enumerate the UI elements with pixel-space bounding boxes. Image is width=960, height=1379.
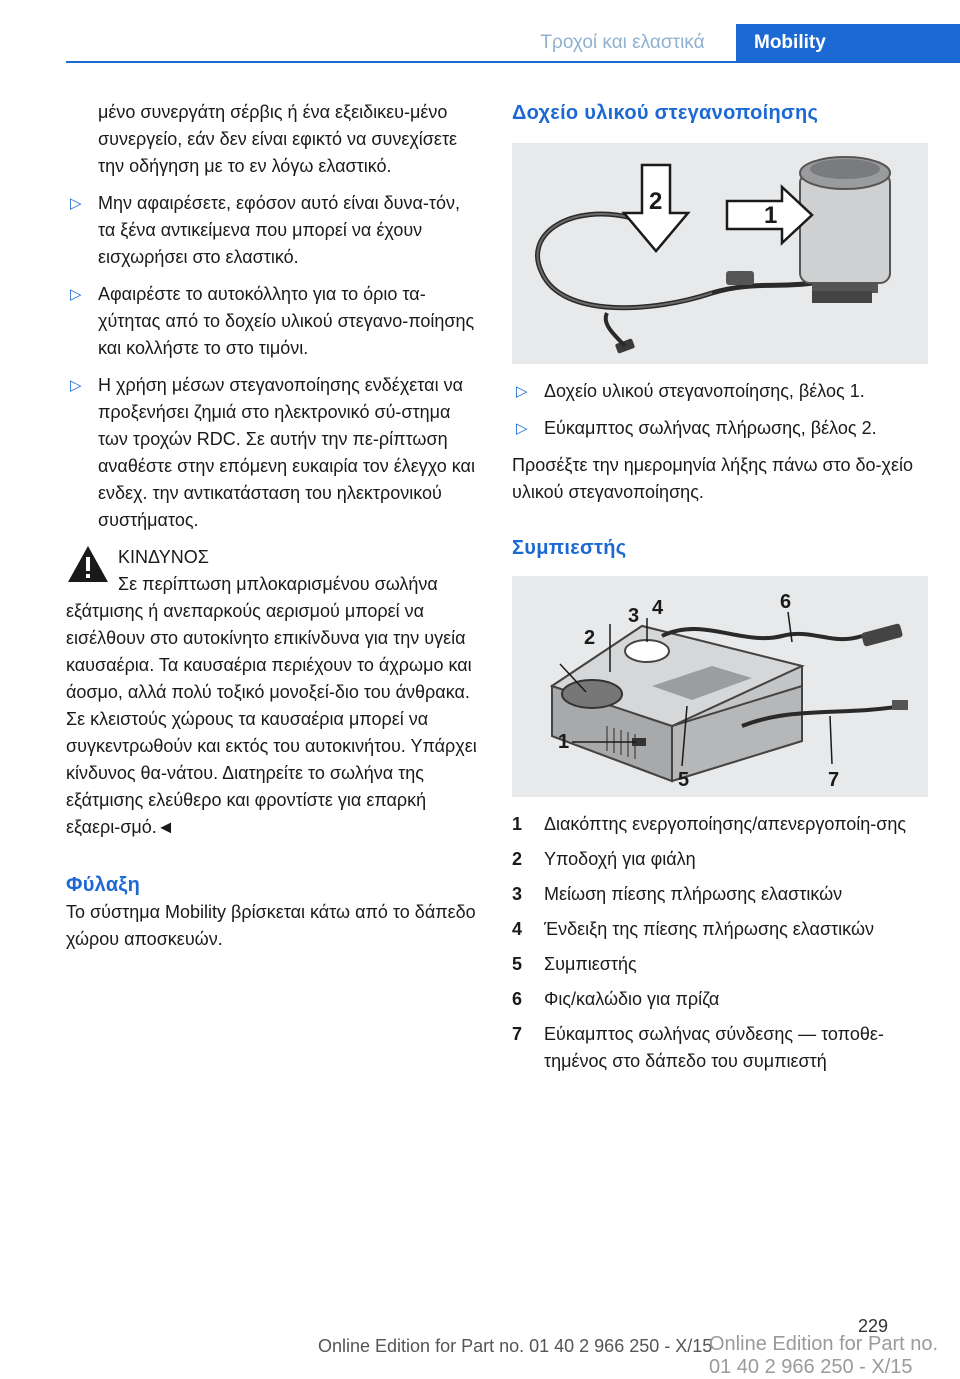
figure-label: 2 xyxy=(584,627,596,649)
warning-body: εξάτμισης ή ανεπαρκούς αερισμού μπορεί να εισέλθουν στο αυτοκίνητο επικίνδυνα για την υγεία καυσαέρια. Τα καυσαέρια περιέχουν το άχρωμο και άοσμο, αλλά πολύ τοξικό μονοξεί-διο του άνθρακα. Σε κλειστούς χώρους τα καυσαέρια μπορεί να συγκεντρωθούν και εκτός του αυτοκινήτου. Υπάρχει κίνδυνος θα-νάτου. Διατηρείτε το σωλήνα της εξάτμισης ελεύθερο και φροντίστε για επαρκή εξαερι-σμό.◄ xyxy=(66,601,477,837)
legend-number: 4 xyxy=(512,919,523,939)
warning-first-line: Σε περίπτωση μπλοκαρισμένου σωλήνα xyxy=(118,574,438,594)
list-item xyxy=(66,281,478,362)
legend-row xyxy=(512,881,928,908)
legend-row xyxy=(512,1021,928,1075)
storage-text: Το σύστημα Mobility βρίσκεται κάτω από το δάπεδο χώρου αποσκευών. xyxy=(66,902,476,949)
legend-number: 3 xyxy=(512,884,523,904)
list-item xyxy=(66,372,478,534)
list-item xyxy=(66,190,478,271)
list-item xyxy=(512,378,928,405)
expiry-note: Προσέξτε την ημερομηνία λήξης πάνω στο δο-χείο υλικού στεγανοποίησης. xyxy=(512,455,914,502)
figure-label: 2 xyxy=(649,188,663,215)
legend-row xyxy=(512,986,928,1013)
warning-triangle-icon xyxy=(66,544,110,584)
sealant-illustration xyxy=(512,143,928,364)
legend-text: Μείωση πίεσης πλήρωσης ελαστικών xyxy=(544,884,843,904)
compressor-figure xyxy=(512,576,928,797)
legend-text: Ένδειξη της πίεσης πλήρωσης ελαστικών xyxy=(544,919,874,939)
list-item-text: Εύκαμπτος σωλήνας πλήρωσης, βέλος 2. xyxy=(544,418,877,438)
figure-label: 6 xyxy=(780,591,792,613)
continued-paragraph: μένο συνεργάτη σέρβις ή ένα εξειδικευ-μένο συνεργείο, εάν δεν είναι εφικτό να συνεχίσετε την οδήγηση με το εν λόγω ελαστικό. xyxy=(98,102,458,176)
compressor-illustration xyxy=(512,576,928,797)
left-column xyxy=(66,99,478,953)
watermark-text: Online Edition for Part no. 01 40 2 966 250 - X/15 xyxy=(709,1333,939,1378)
legend-number: 2 xyxy=(512,849,523,869)
legend-text: Εύκαμπτος σωλήνας σύνδεσης — τοποθε-τημένος στο δάπεδο του συμπιεστή xyxy=(544,1024,884,1071)
figure-label: 3 xyxy=(628,605,640,627)
triangle-bullet-icon: ▷ xyxy=(70,195,82,212)
figure-label: 1 xyxy=(558,731,570,753)
figure-label: 4 xyxy=(652,597,664,619)
right-column xyxy=(512,99,928,1083)
storage-heading: Φύλαξη xyxy=(66,874,141,896)
triangle-bullet-icon: ▷ xyxy=(70,286,82,303)
list-item-text: Δοχείο υλικού στεγανοποίησης, βέλος 1. xyxy=(544,381,865,401)
danger-warning xyxy=(66,544,478,841)
header-rule xyxy=(66,61,960,63)
legend-number: 7 xyxy=(512,1024,523,1044)
list-item-text: Αφαιρέστε το αυτοκόλλητο για το όριο τα-χύτητας από το δοχείο υλικού στεγανο-ποίησης και κολλήστε το στο τιμόνι. xyxy=(98,284,475,358)
edition-footer: Online Edition for Part no. 01 40 2 966 250 - X/15 xyxy=(318,1336,713,1356)
legend-number: 1 xyxy=(512,814,523,834)
warning-title: ΚΙΝΔΥΝΟΣ xyxy=(118,547,209,567)
legend-row xyxy=(512,846,928,873)
legend-text: Συμπιεστής xyxy=(544,954,637,974)
triangle-bullet-icon: ▷ xyxy=(516,383,528,400)
figure-label: 7 xyxy=(828,769,840,791)
triangle-bullet-icon: ▷ xyxy=(516,420,528,437)
tab-chapter[interactable]: Mobility xyxy=(736,24,960,62)
legend-row xyxy=(512,811,928,838)
figure-label: 1 xyxy=(764,202,778,229)
list-item xyxy=(512,415,928,442)
legend-text: Διακόπτης ενεργοποίησης/απενεργοποίη-σης xyxy=(544,814,907,834)
sealant-figure xyxy=(512,143,928,364)
legend-number: 5 xyxy=(512,954,523,974)
compressor-legend xyxy=(512,811,928,1075)
legend-text: Φις/καλώδιο για πρίζα xyxy=(544,989,720,1009)
legend-row xyxy=(512,951,928,978)
triangle-bullet-icon: ▷ xyxy=(70,377,82,394)
tab-section[interactable]: Τροχοί και ελαστικά xyxy=(540,32,705,53)
page-number: 229 xyxy=(858,1316,889,1336)
legend-row xyxy=(512,916,928,943)
legend-text: Υποδοχή για φιάλη xyxy=(544,849,696,869)
list-item-text: Μην αφαιρέσετε, εφόσον αυτό είναι δυνα-τόν, τα ξένα αντικείμενα που μπορεί να έχουν εισχωρήσει στο ελαστικό. xyxy=(98,193,461,267)
list-item-text: Η χρήση μέσων στεγανοποίησης ενδέχεται να προξενήσει ζημιά στο ηλεκτρονικό σύ-στημα των τροχών RDC. Σε αυτήν την πε-ρίπτωση αναθέστε στην επόμενη ευκαιρία τον έλεγχο και ενδεχ. την αντικατάσταση του ηλεκτρονικού συστήματος. xyxy=(98,375,475,530)
sealant-heading: Δοχείο υλικού στεγανοποίησης xyxy=(512,102,819,124)
legend-number: 6 xyxy=(512,989,523,1009)
figure-label: 5 xyxy=(678,769,690,791)
compressor-heading: Συμπιεστής xyxy=(512,537,627,559)
